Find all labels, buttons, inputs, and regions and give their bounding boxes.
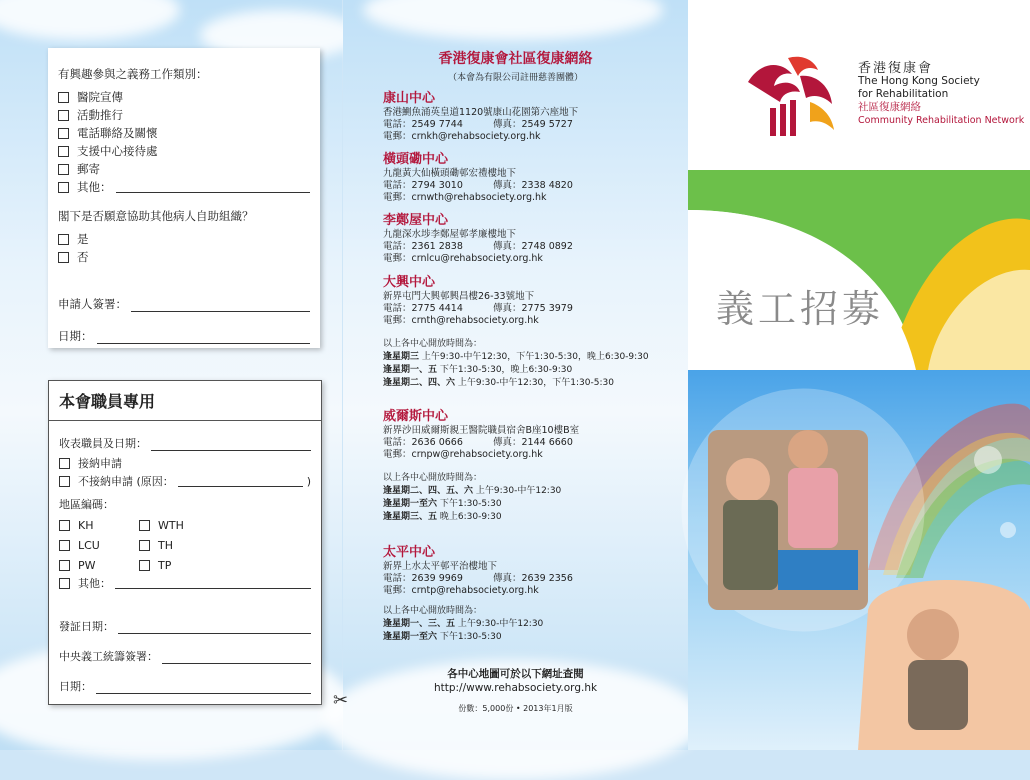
hours-time: 上午9:30-中午12:30 — [457, 619, 544, 629]
checkbox[interactable] — [58, 110, 69, 121]
checkbox[interactable] — [59, 578, 70, 589]
reject-reason-field[interactable] — [178, 476, 303, 487]
hours-head: 以上各中心開放時間為： — [383, 339, 483, 349]
region-th[interactable]: TH — [139, 536, 219, 554]
q2-label: 閣下是否願意協助其他病人自助組織？ — [58, 209, 254, 223]
centre-email[interactable]: 電郵：crnth@rehabsociety.org.hk — [383, 315, 539, 326]
q1-label: 有興趣參與之義務工作類別： — [58, 67, 208, 81]
checkbox[interactable] — [58, 92, 69, 103]
centre-address: 九龍黃大仙橫頭磡邨宏禮樓地下 — [383, 168, 517, 179]
signature-row: 申請人簽署： — [58, 296, 310, 312]
region-other-field[interactable] — [115, 578, 311, 589]
left-panel — [0, 0, 342, 750]
centre-email[interactable]: 電郵：crntp@rehabsociety.org.hk — [383, 585, 539, 596]
checkbox[interactable] — [58, 234, 69, 245]
region-other[interactable]: 其他： — [59, 574, 311, 592]
centre-tel: 電話：2636 0666 — [383, 437, 463, 448]
map-note-text: 各中心地圖可於以下網址查閱 — [447, 668, 584, 680]
phoenix-logo-icon — [740, 52, 838, 138]
centre-tel: 電話：2549 7744 — [383, 119, 463, 130]
hours-time: 上午9:30-中午12:30 — [475, 486, 562, 496]
region-label: 地區編碼： — [59, 498, 114, 511]
date-field[interactable] — [97, 333, 311, 344]
centre-address: 九龍深水埗李鄭屋邨孝廉樓地下 — [383, 229, 517, 240]
centre-fax: 傳真：2775 3979 — [493, 303, 573, 314]
volunteers-photo — [688, 370, 1030, 750]
centre-kh — [383, 90, 683, 143]
checkbox[interactable] — [59, 520, 70, 531]
centre-lcu — [383, 212, 683, 265]
network-name-en: Community Rehabilitation Network — [858, 115, 1025, 126]
right-panel — [688, 0, 1030, 750]
hours-block-3 — [383, 605, 683, 644]
checkbox[interactable] — [59, 560, 70, 571]
network-name-zh: 社區復康網絡 — [858, 101, 921, 113]
print-run-note: 份數：5,000份 • 2013年1月版 — [458, 704, 573, 713]
centre-fax: 傳真：2144 6660 — [493, 437, 573, 448]
hours-days: 逢星期三、五 — [383, 512, 438, 522]
decorative-arcs — [688, 170, 1030, 370]
issue-date-field[interactable] — [118, 623, 311, 634]
checkbox[interactable] — [139, 520, 150, 531]
scissors-icon: ✂ — [333, 690, 349, 711]
hours-days: 逢星期三 — [383, 352, 420, 362]
centre-fax: 傳真：2549 5727 — [493, 119, 573, 130]
centre-tel: 電話：2775 4414 — [383, 303, 463, 314]
centre-name: 威爾斯中心 — [383, 409, 449, 424]
centre-email[interactable]: 電郵：crnlcu@rehabsociety.org.hk — [383, 253, 543, 264]
staff-use-card — [48, 380, 322, 705]
centre-email[interactable]: 電郵：crnkh@rehabsociety.org.hk — [383, 131, 541, 142]
region-pw[interactable]: PW — [59, 556, 139, 574]
centre-tel: 電話：2794 3010 — [383, 180, 463, 191]
checkbox[interactable] — [58, 182, 69, 193]
centre-fax: 傳真：2748 0892 — [493, 241, 573, 252]
centre-name: 李鄭屋中心 — [383, 213, 449, 228]
centre-fax: 傳真：2338 4820 — [493, 180, 573, 191]
hours-days: 逢星期二、四、五、六 — [383, 486, 474, 496]
hours-head: 以上各中心開放時間為： — [383, 606, 483, 616]
signature-field[interactable] — [131, 301, 310, 312]
issue-date-row: 發証日期： — [59, 618, 311, 634]
option-phone-care[interactable]: 電話聯絡及關懷 — [58, 124, 310, 142]
centre-name: 大興中心 — [383, 275, 436, 290]
hours-time: 下午1:30-5:30 — [439, 632, 502, 642]
checkbox[interactable] — [58, 146, 69, 157]
hours-days: 逢星期一至六 — [383, 499, 438, 509]
network-title: 香港復康會社區復康網絡 — [438, 51, 593, 67]
checkbox[interactable] — [58, 164, 69, 175]
centre-tp — [383, 544, 683, 597]
recruitment-title: 義工招募 — [716, 287, 885, 331]
date-row: 日期： — [58, 328, 310, 344]
hours-block-1 — [383, 338, 683, 390]
hours-head: 以上各中心開放時間為： — [383, 473, 483, 483]
option-activities[interactable]: 活動推行 — [58, 106, 310, 124]
region-kh[interactable]: KH — [59, 516, 139, 534]
staff-date-row: 日期： — [59, 678, 311, 694]
map-note — [343, 667, 688, 695]
checkbox[interactable] — [59, 540, 70, 551]
org-name-zh: 香港復康會 — [858, 61, 934, 76]
receiver-field[interactable] — [151, 440, 311, 451]
centre-email[interactable]: 電郵：crnwth@rehabsociety.org.hk — [383, 192, 547, 203]
checkbox[interactable] — [139, 560, 150, 571]
checkbox[interactable] — [59, 476, 70, 487]
accept-option[interactable]: 接納申請 — [59, 454, 311, 472]
centre-pw — [383, 408, 683, 461]
option-no[interactable]: 否 — [58, 248, 310, 266]
option-other[interactable]: 其他： — [58, 178, 310, 196]
hours-block-2 — [383, 472, 683, 524]
hours-time: 下午1:30-5:30 — [439, 499, 502, 509]
other-field[interactable] — [116, 182, 311, 193]
hours-days: 逢星期一、三、五 — [383, 619, 456, 629]
org-name — [858, 62, 1024, 127]
volunteer-form-card — [48, 48, 320, 348]
centre-address: 新界屯門大興邨興昌樓26-33號地下 — [383, 291, 535, 302]
option-hospital-promo[interactable]: 醫院宣傳 — [58, 88, 310, 106]
checkbox[interactable] — [58, 128, 69, 139]
hours-time: 上午9:30-中午12:30，下午1:30-5:30，晚上6:30-9:30 — [421, 352, 649, 362]
region-lcu[interactable]: LCU — [59, 536, 139, 554]
staff-date-field[interactable] — [96, 683, 311, 694]
option-mailing[interactable]: 郵寄 — [58, 160, 310, 178]
coordinator-field[interactable] — [162, 653, 311, 664]
hours-time: 晚上6:30-9:30 — [439, 512, 502, 522]
centre-fax: 傳真：2639 2356 — [493, 573, 573, 584]
option-reception[interactable]: 支援中心接待處 — [58, 142, 310, 160]
centre-name: 橫頭磡中心 — [383, 152, 449, 167]
network-subtitle: （本會為有限公司註冊慈善團體） — [447, 73, 583, 83]
region-tp[interactable]: TP — [139, 556, 219, 574]
reject-option[interactable]: 不接納申請 (原因： ) — [59, 472, 311, 490]
network-header — [343, 48, 688, 83]
checkbox[interactable] — [59, 458, 70, 469]
region-wth[interactable]: WTH — [139, 516, 219, 534]
option-yes[interactable]: 是 — [58, 230, 310, 248]
org-name-en-1: The Hong Kong Society — [858, 75, 980, 87]
checkbox[interactable] — [58, 252, 69, 263]
region-grid — [49, 516, 321, 574]
middle-panel — [333, 0, 688, 750]
website-link[interactable]: http://www.rehabsociety.org.hk — [433, 682, 598, 694]
checkbox[interactable] — [139, 540, 150, 551]
org-name-en-2: for Rehabilitation — [858, 88, 949, 100]
centre-email[interactable]: 電郵：crnpw@rehabsociety.org.hk — [383, 449, 543, 460]
centre-address: 新界沙田威爾斯親王醫院職員宿舍B座10樓B室 — [383, 425, 580, 436]
centre-wth — [383, 151, 683, 204]
receiver-row: 收表職員及日期： — [59, 435, 311, 451]
centre-th — [383, 274, 683, 327]
hours-days: 逢星期一至六 — [383, 632, 438, 642]
centre-tel: 電話：2361 2838 — [383, 241, 463, 252]
centre-address: 新界上水太平邨平治樓地下 — [383, 561, 498, 572]
hours-days: 逢星期二、四、六 — [383, 378, 456, 388]
centre-address: 香港鰂魚涌英皇道1120號康山花園第六座地下 — [383, 107, 579, 118]
staff-title: 本會職員專用 — [49, 381, 321, 421]
centre-name: 康山中心 — [383, 91, 436, 106]
hours-time: 下午1:30-5:30，晚上6:30-9:30 — [439, 365, 573, 375]
coordinator-row: 中央義工統籌簽署： — [59, 648, 311, 664]
hours-time: 上午9:30-中午12:30，下午1:30-5:30 — [457, 378, 614, 388]
centre-name: 太平中心 — [383, 545, 436, 560]
hours-days: 逢星期一、五 — [383, 365, 438, 375]
centre-tel: 電話：2639 9969 — [383, 573, 463, 584]
